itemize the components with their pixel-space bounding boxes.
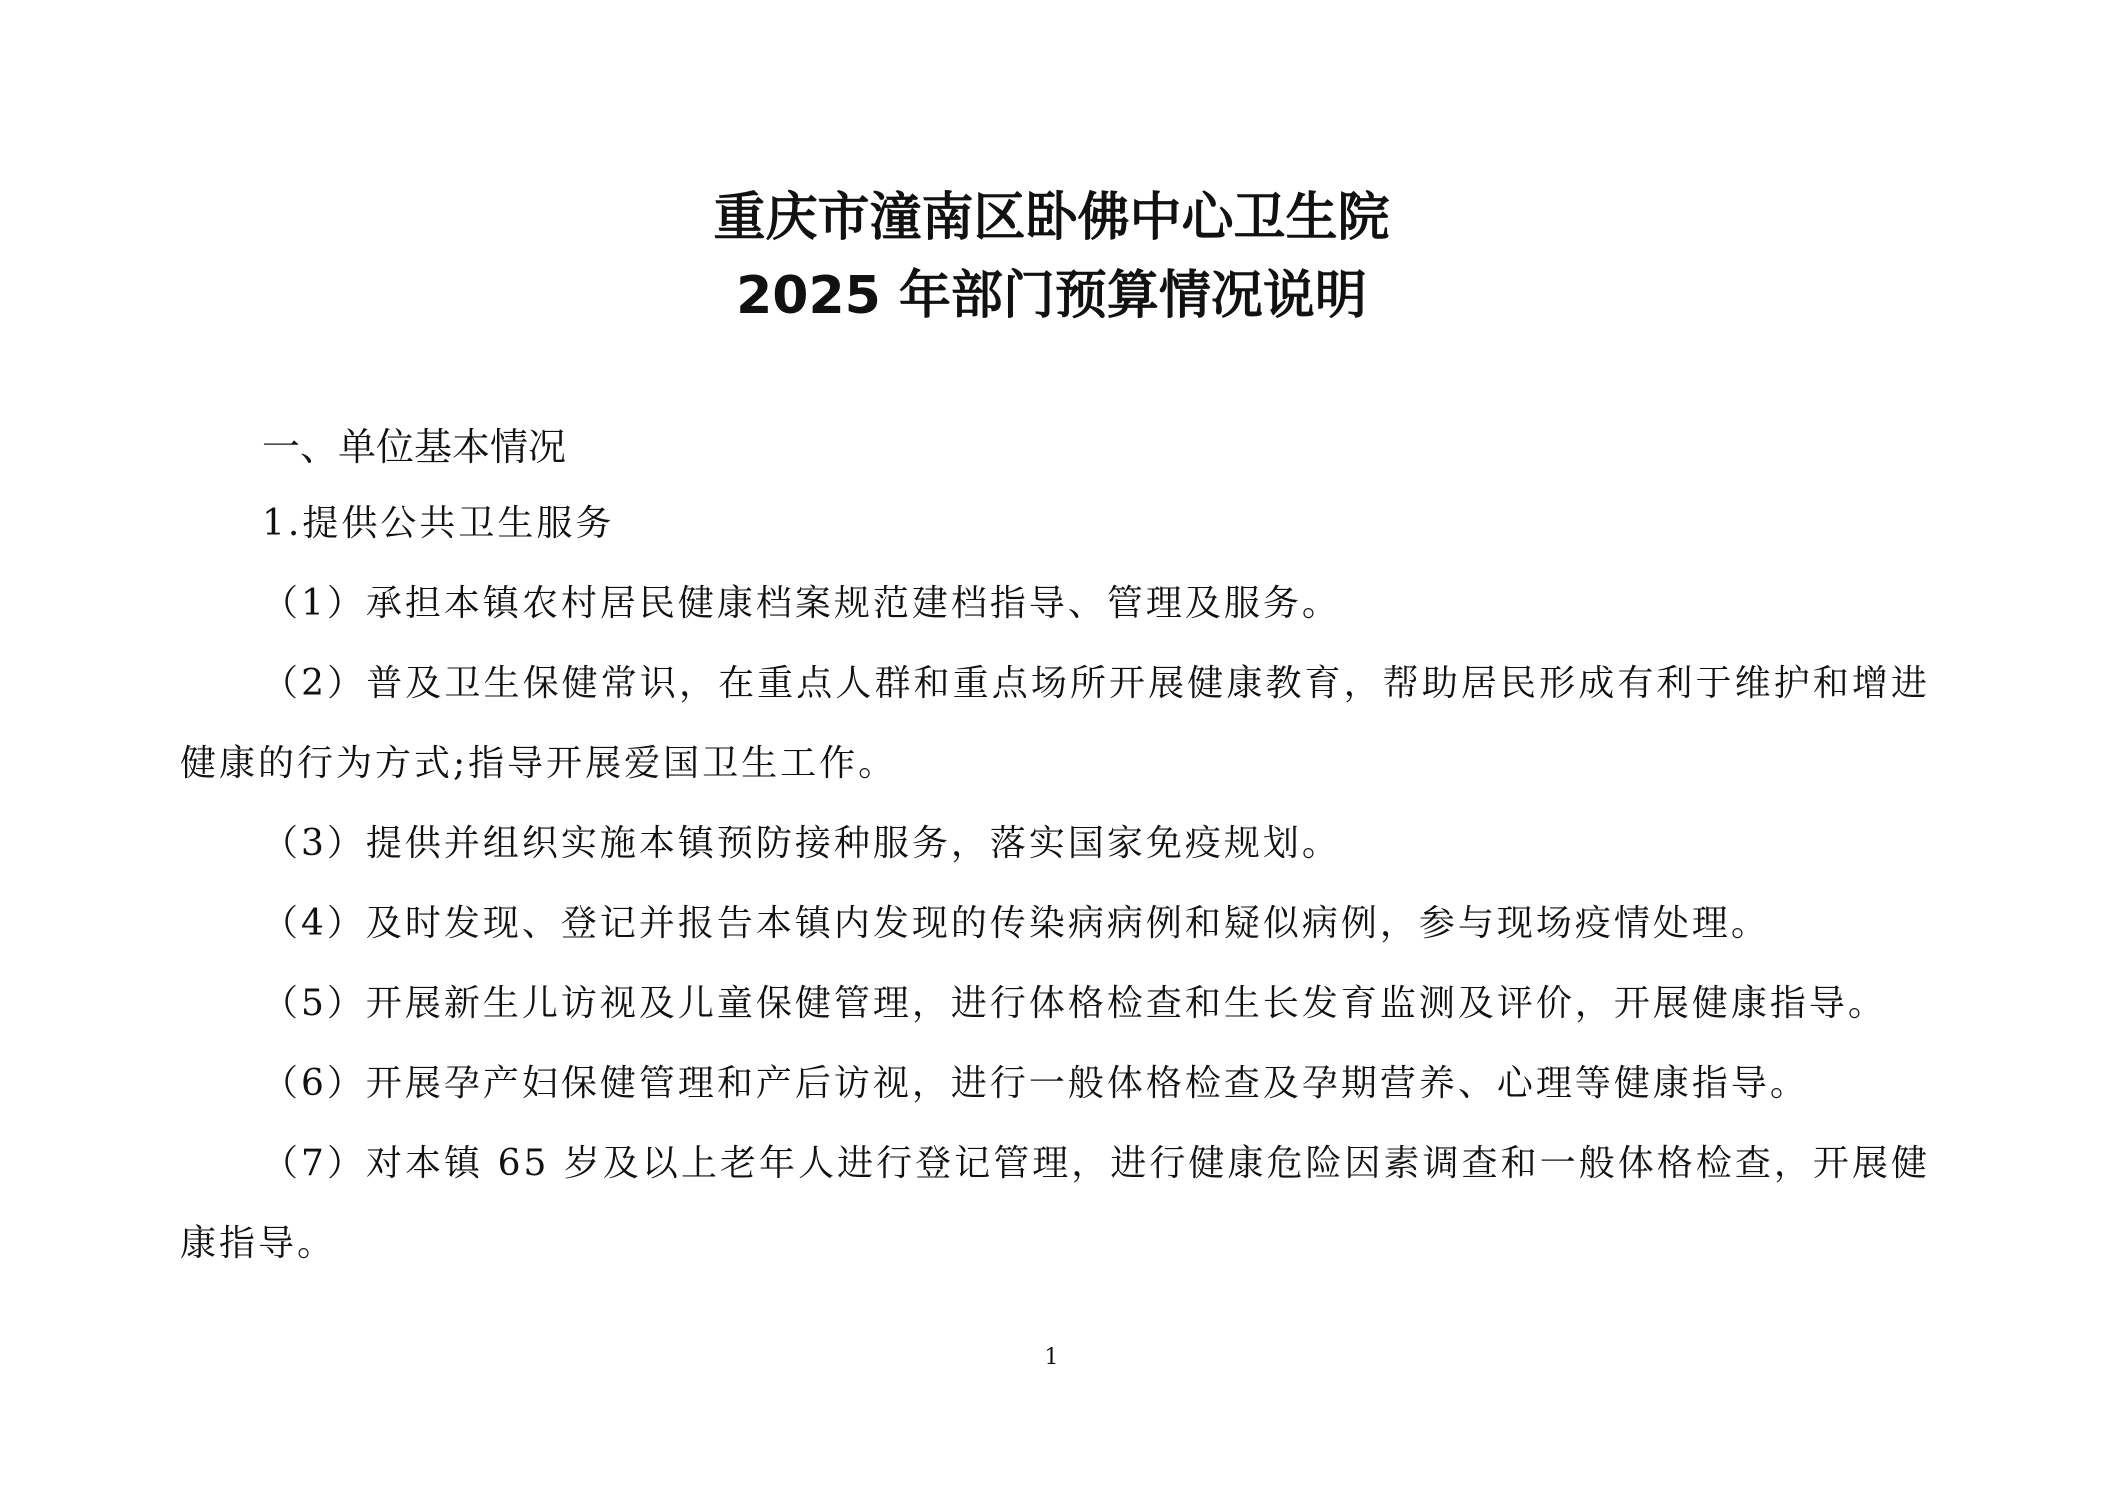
section-heading: 一、单位基本情况 bbox=[262, 425, 567, 469]
paragraph-item-5: （4）及时发现、登记并报告本镇内发现的传染病病例和疑似病例，参与现场疫情处理。 bbox=[262, 903, 1770, 944]
page-number: 1 bbox=[1044, 1345, 1059, 1370]
paragraph-item-6: （5）开展新生儿访视及儿童保健管理，进行体格检查和生长发育监测及评价，开展健康指导。 bbox=[262, 983, 1887, 1024]
document-title-line2: 2025 年部门预算情况说明 bbox=[736, 266, 1367, 326]
paragraph-item-3: （2）普及卫生保健常识，在重点人群和重点场所开展健康教育，帮助居民形成有利于维护和增进健康的行为方式;指导开展爱国卫生工作。 bbox=[180, 663, 1930, 784]
paragraph-item-7: （6）开展孕产妇保健管理和产后访视，进行一般体格检查及孕期营养、心理等健康指导。 bbox=[262, 1063, 1809, 1104]
paragraph-item-8: （7）对本镇 65 岁及以上老年人进行登记管理，进行健康危险因素调查和一般体格检查，开展健康指导。 bbox=[180, 1143, 1930, 1264]
document-body bbox=[180, 484, 1930, 1284]
document-title-line1: 重庆市潼南区卧佛中心卫生院 bbox=[713, 188, 1390, 248]
paragraph-item-2: （1）承担本镇农村居民健康档案规范建档指导、管理及服务。 bbox=[262, 583, 1341, 624]
paragraph-item-4: （3）提供并组织实施本镇预防接种服务，落实国家免疫规划。 bbox=[262, 823, 1341, 864]
paragraph-item-1: 1.提供公共卫生服务 bbox=[262, 503, 615, 544]
